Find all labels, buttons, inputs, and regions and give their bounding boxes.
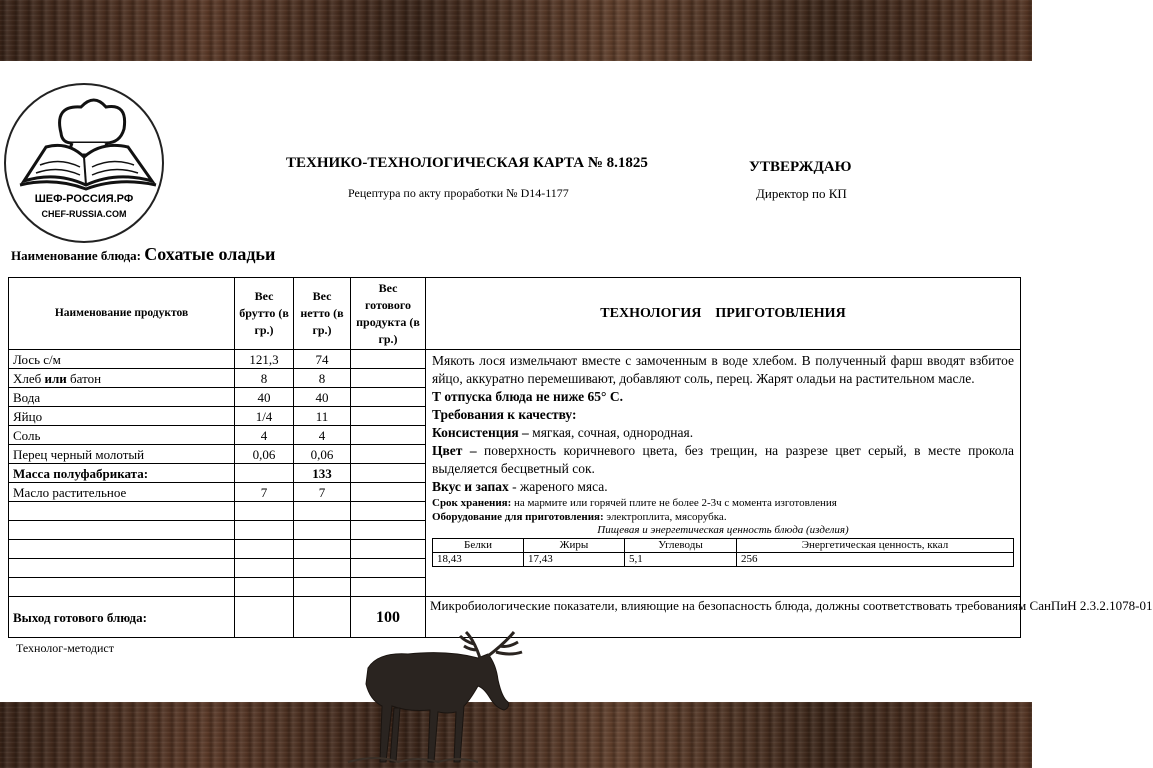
header-ready: Вес готового продукта (в гр.) <box>351 278 426 350</box>
ingredient-name: Хлеб или батон <box>9 369 235 388</box>
microbiology-note: Микробиологические показатели, влияющие на безопасность блюда, должны соответствовать требованиям СанПиН 2.3.2.1078-01 <box>426 597 1021 638</box>
nutrition-header: Углеводы <box>625 539 737 553</box>
ingredient-gross: 4 <box>235 426 294 445</box>
ingredient-gross: 40 <box>235 388 294 407</box>
equipment-line: Оборудование для приготовления: электроплита, мясорубка. <box>432 511 727 523</box>
taste-line: Вкус и запах - жареного мяса. <box>432 479 608 494</box>
logo-text-en: CHEF-RUSSIA.COM <box>41 209 127 219</box>
page-title: ТЕХНИКО-ТЕХНОЛОГИЧЕСКАЯ КАРТА № 8.1825 <box>286 155 648 171</box>
serving-temperature: Т отпуска блюда не ниже 65° С. <box>432 389 623 404</box>
ingredient-net: 40 <box>294 388 351 407</box>
ingredient-gross: 8 <box>235 369 294 388</box>
ingredient-net: 11 <box>294 407 351 426</box>
ingredient-net: 7 <box>294 483 351 502</box>
storage-line: Срок хранения: на мармите или горячей плите не более 2-3ч с момента изготовления <box>432 497 837 509</box>
ingredient-ready <box>351 464 426 483</box>
ingredient-ready <box>351 426 426 445</box>
nutrition-value: 256 <box>737 553 1014 567</box>
ingredient-gross: 7 <box>235 483 294 502</box>
wood-top-border <box>0 0 1032 61</box>
logo-text-ru: ШЕФ-РОССИЯ.РФ <box>34 193 134 205</box>
dish-name-label: Наименование блюда: <box>11 248 141 263</box>
ingredient-name: Лось с/м <box>9 350 235 369</box>
output-label: Выход готового блюда: <box>9 597 235 638</box>
nutrition-value-row <box>433 553 1014 567</box>
ingredient-ready <box>351 350 426 369</box>
recipe-table <box>8 277 1153 638</box>
ingredient-name: Вода <box>9 388 235 407</box>
ingredient-ready <box>351 388 426 407</box>
technology-cell <box>426 350 1021 597</box>
table-row <box>9 350 1021 369</box>
technology-text: Мякоть лося измельчают вместе с замоченным в воде хлебом. В полученный фарш вводят взбитое яйцо, аккуратно перемешивают, добавляют соль, перец. Жарят оладьи на растительном масле. <box>432 353 1014 386</box>
header-product: Наименование продуктов <box>9 278 235 350</box>
ingredient-gross: 0,06 <box>235 445 294 464</box>
approve-label: УТВЕРЖДАЮ <box>749 159 852 175</box>
ingredient-ready <box>351 369 426 388</box>
ingredient-name: Масло растительное <box>9 483 235 502</box>
nutrition-header: Белки <box>433 539 524 553</box>
consistency-line: Консистенция – мягкая, сочная, однородная. <box>432 425 694 440</box>
dish-name-line <box>11 244 275 265</box>
nutrition-title: Пищевая и энергетическая ценность блюда (изделия) <box>597 524 849 536</box>
nutrition-value: 18,43 <box>433 553 524 567</box>
ingredient-net: 0,06 <box>294 445 351 464</box>
dish-name-value: Сохатые оладьи <box>144 244 276 264</box>
ingredient-gross: 121,3 <box>235 350 294 369</box>
chef-russia-logo <box>4 83 164 243</box>
director-label: Директор по КП <box>756 186 847 201</box>
color-line: Цвет – поверхность коричневого цвета, без трещин, на разрезе цвет серый, в месте прокола выделяется бесцветный сок. <box>432 443 1015 476</box>
nutrition-header-row <box>433 539 1014 553</box>
page-subtitle: Рецептура по акту проработки № D14-1177 <box>348 186 569 200</box>
header-technology: ТЕХНОЛОГИЯ ПРИГОТОВЛЕНИЯ <box>426 278 1021 350</box>
header-gross: Вес брутто (в гр.) <box>235 278 294 350</box>
ingredient-net: 4 <box>294 426 351 445</box>
ingredient-gross <box>235 464 294 483</box>
semi-product-mass-label: Масса полуфабриката: <box>9 464 235 483</box>
moose-illustration-icon <box>338 628 538 768</box>
quality-title: Требования к качеству: <box>432 407 577 422</box>
technologist-signature-label: Технолог-методист <box>16 641 114 655</box>
nutrition-header: Жиры <box>524 539 625 553</box>
nutrition-value: 17,43 <box>524 553 625 567</box>
semi-product-mass-value: 133 <box>294 464 351 483</box>
nutrition-table <box>432 538 1014 567</box>
header-net: Вес нетто (в гр.) <box>294 278 351 350</box>
ingredient-net: 8 <box>294 369 351 388</box>
ingredient-name: Соль <box>9 426 235 445</box>
ingredient-net: 74 <box>294 350 351 369</box>
nutrition-value: 5,1 <box>625 553 737 567</box>
ingredient-gross: 1/4 <box>235 407 294 426</box>
ingredient-name: Перец черный молотый <box>9 445 235 464</box>
ingredient-ready <box>351 445 426 464</box>
table-header-row <box>9 278 1021 350</box>
ingredient-ready <box>351 407 426 426</box>
output-value: 100 <box>351 597 426 638</box>
ingredient-ready <box>351 483 426 502</box>
nutrition-header: Энергетическая ценность, ккал <box>737 539 1014 553</box>
ingredient-name: Яйцо <box>9 407 235 426</box>
